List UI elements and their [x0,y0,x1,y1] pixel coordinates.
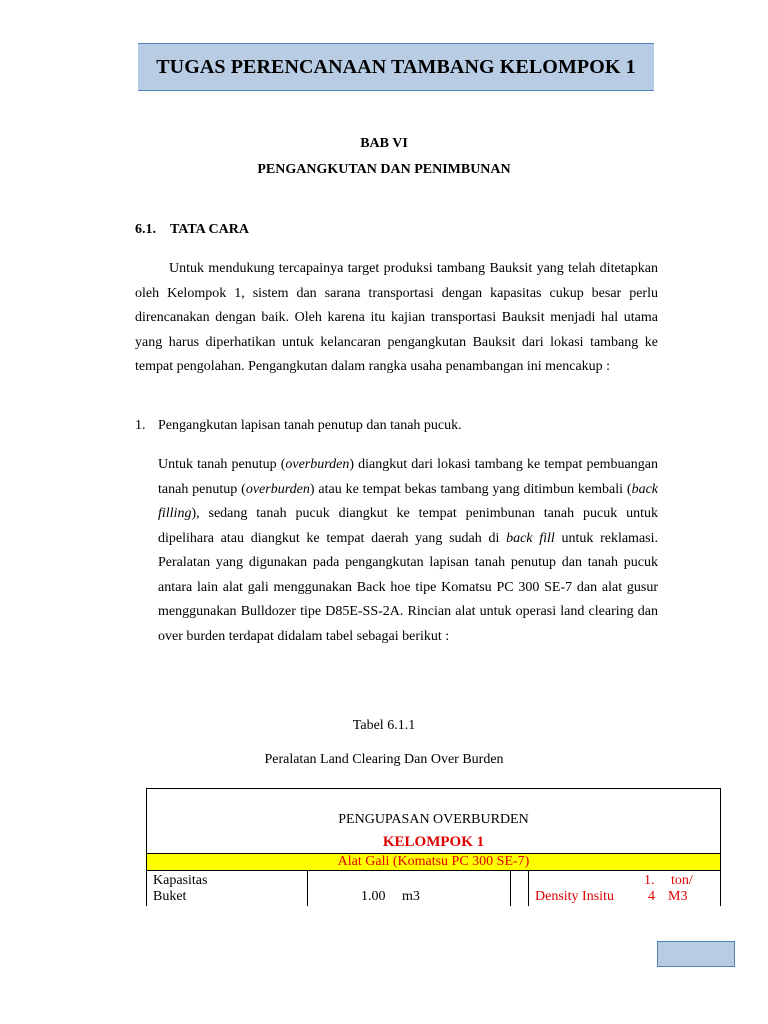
equipment-table [146,788,721,906]
density-value-line1: 1. [644,873,655,888]
italic-term: overburden [245,481,310,497]
paragraph-overburden [158,453,658,649]
text-span: ) diangkut dari lokasi tambang ke tempat pembuangan tanah penutup ( [158,457,658,497]
text-span: ), sedang tanah pucuk diangkut ke tempat penimbunan tanah pucuk untuk dipelihara atau diangkut ke tempat daerah yang sudah di [158,506,658,546]
chapter-label: BAB VI [360,136,408,151]
section-heading [135,222,249,238]
row-label-line2: Buket [153,889,187,904]
row-label-line1: Kapasitas [153,873,208,888]
paragraph-intro-text: Untuk mendukung tercapainya target produksi tambang Bauksit yang telah ditetapkan oleh Kelompok 1, sistem dan sarana transportasi dengan kapasitas cukup besar perlu direncanakan dengan baik. Oleh karena itu kajian transportasi Bauksit menjadi hal utama yang harus diperhatikan untuk kelancaran pengangkutan Bauksit dari lokasi tambang ke tempat pengolahan. Pengangkutan dalam rangka usaha penambangan ini mencakup : [135,261,658,374]
paragraph-intro [135,257,658,380]
text-span: Untuk tanah penutup ( [158,457,286,472]
header-title: TUGAS PERENCANAAN TAMBANG KELOMPOK 1 [156,55,636,78]
density-label: Density Insitu [535,889,614,904]
paragraph-overburden-text [158,453,658,649]
table-divider [510,871,511,906]
list-item-text: Pengangkutan lapisan tanah penutup dan tanah pucuk. [158,418,462,433]
table-divider [528,871,529,906]
italic-term: back fill [506,530,555,546]
table-group: KELOMPOK 1 [382,834,485,850]
text-span: ) atau ke tempat bekas tambang yang ditimbun kembali ( [309,481,632,497]
table-caption-title: Peralatan Land Clearing Dan Over Burden [264,752,504,767]
table-divider [307,871,308,906]
density-unit-line1: ton/ [671,873,693,888]
chapter-title: PENGANGKUTAN DAN PENIMBUNAN [257,162,511,177]
row-unit: m3 [402,889,420,904]
text-span: untuk reklamasi. Peralatan yang digunakan pada pengangkutan lapisan tanah penutup dan tanah pucuk antara lain alat gali menggunakan Back hoe tipe Komatsu PC 300 SE-7 dan alat gusur menggunakan Bulldozer tipe D85E-SS-2A. Rincian alat untuk operasi land clearing dan over burden terdapat didalam tabel sebagai berikut : [158,530,658,644]
density-unit-line2: M3 [668,889,688,904]
section-title: TATA CARA [170,222,249,237]
list-item-number: 1. [135,418,146,433]
page-number-box [657,941,735,967]
list-item [135,418,658,434]
table-section-row: Alat Gali (Komatsu PC 300 SE-7) [147,853,720,871]
italic-term: back filling [158,481,658,521]
document-header [138,43,654,91]
density-value-line2: 4 [648,889,655,904]
table-title: PENGUPASAN OVERBURDEN [338,812,529,827]
row-value: 1.00 [361,889,386,904]
italic-term: overburden [285,457,350,472]
table-caption-number: Tabel 6.1.1 [352,718,416,733]
section-number: 6.1. [135,222,156,237]
